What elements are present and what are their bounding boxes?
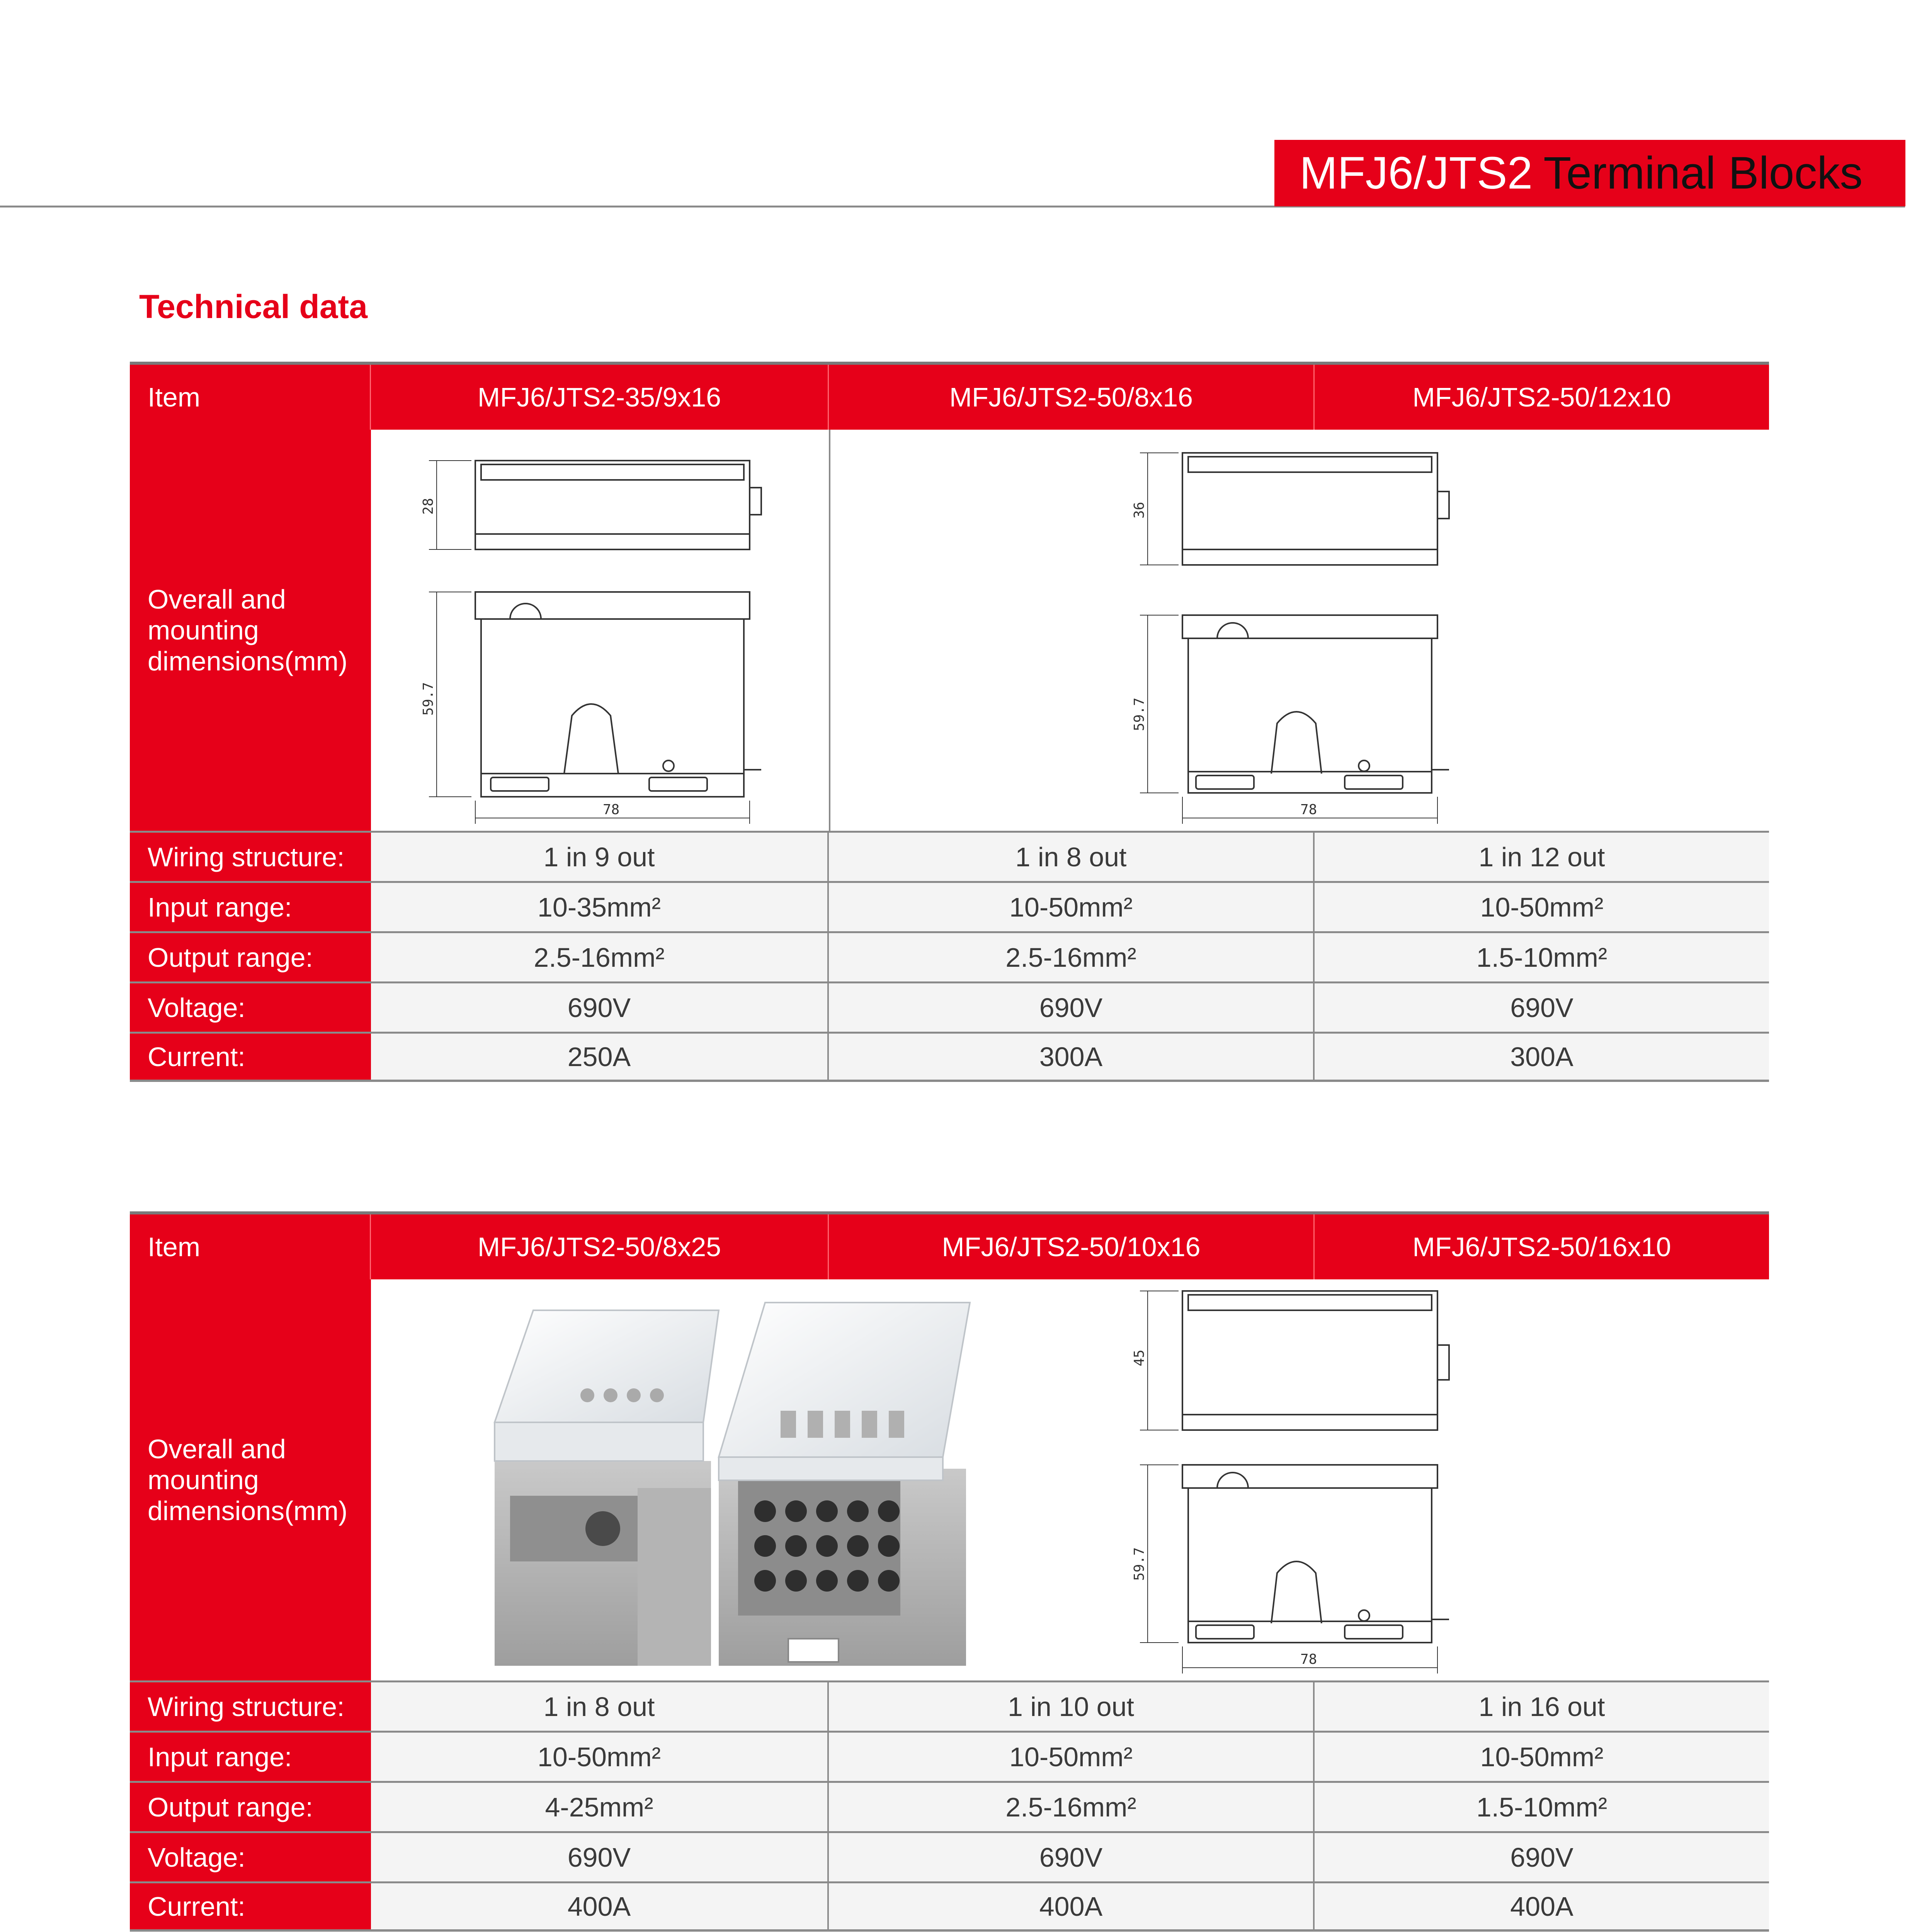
table-cell: 1.5-10mm² [1315, 1783, 1769, 1831]
product-photo [487, 1295, 1005, 1673]
table-row [130, 1032, 1769, 1082]
dimension-drawings [371, 430, 1769, 831]
dim-height-front: 59.7 [1131, 1547, 1147, 1581]
table-cell: 10-50mm² [829, 1733, 1315, 1781]
header-cell-model: MFJ6/JTS2-35/9x16 [371, 365, 829, 430]
dim-width: 78 [1300, 1651, 1317, 1667]
row-label: Input range: [130, 1733, 371, 1781]
table-cell: 690V [829, 983, 1315, 1032]
dimension-drawing-b [1124, 437, 1472, 828]
header-cell-model: MFJ6/JTS2-50/12x10 [1412, 382, 1671, 412]
row-label: Output range: [130, 933, 371, 981]
row-label: Input range: [130, 883, 371, 931]
table-cell: 690V [371, 983, 829, 1032]
table-cell: 10-50mm² [829, 883, 1315, 931]
dim-height-front: 59.7 [1131, 697, 1147, 731]
header-cell-item: Item [130, 365, 371, 430]
table-cell: 400A [371, 1883, 829, 1929]
header-banner [1274, 140, 1905, 206]
header-title: Terminal Blocks [1543, 148, 1863, 199]
table-cell: 300A [1315, 1034, 1769, 1080]
table-cell: 4-25mm² [371, 1783, 829, 1831]
table-row [130, 1881, 1769, 1932]
table-cell: 250A [371, 1034, 829, 1080]
row-label: Voltage: [130, 1833, 371, 1881]
dimensions-label: Overall and mounting dimensions(mm) [130, 1279, 371, 1680]
table-cell: 690V [1315, 983, 1769, 1032]
dimensions-label: Overall and mounting dimensions(mm) [130, 430, 371, 831]
table-header-row [130, 362, 1769, 430]
dim-width: 78 [1300, 802, 1317, 818]
table-cell: 300A [829, 1034, 1315, 1080]
row-label: Current: [130, 1883, 371, 1929]
header-cell-model: MFJ6/JTS2-50/8x25 [371, 1214, 829, 1279]
table-cell: 690V [371, 1833, 829, 1881]
product-images [371, 1279, 1769, 1680]
table-cell: 10-50mm² [1315, 1733, 1769, 1781]
table-row [130, 1680, 1769, 1731]
table-row [130, 1781, 1769, 1831]
table-row [130, 881, 1769, 931]
header-cell-model: MFJ6/JTS2-50/10x16 [829, 1214, 1315, 1279]
table-cell: 1 in 8 out [371, 1682, 829, 1731]
table-cell: 2.5-16mm² [829, 933, 1315, 981]
row-label: Output range: [130, 1783, 371, 1831]
header-cell-model: MFJ6/JTS2-50/8x16 [829, 365, 1315, 430]
header-cell-model: MFJ6/JTS2-50/16x10 [1412, 1232, 1671, 1262]
table-cell: 1 in 8 out [829, 833, 1315, 881]
row-label: Current: [130, 1034, 371, 1080]
spec-table-2 [130, 1211, 1769, 1932]
table-cell: 2.5-16mm² [371, 933, 829, 981]
table-row [130, 981, 1769, 1032]
table-cell: 10-50mm² [371, 1733, 829, 1781]
table-cell: 1 in 10 out [829, 1682, 1315, 1731]
dimensions-row [130, 1279, 1769, 1680]
row-label: Wiring structure: [130, 1682, 371, 1731]
header-model: MFJ6/JTS2 [1300, 148, 1533, 199]
table-cell: 690V [1315, 1833, 1769, 1881]
dimension-drawing-a [417, 437, 765, 828]
row-label: Voltage: [130, 983, 371, 1032]
table-cell: 10-50mm² [1315, 883, 1769, 931]
row-label: Wiring structure: [130, 833, 371, 881]
table-cell: 1 in 16 out [1315, 1682, 1769, 1731]
dimensions-row [130, 430, 1769, 831]
dim-height-top: 45 [1131, 1349, 1147, 1366]
dim-width: 78 [603, 802, 620, 818]
dim-height-front: 59.7 [420, 682, 436, 716]
header-cell-item: Item [130, 1214, 371, 1279]
table-row [130, 931, 1769, 981]
spec-table-1 [130, 362, 1769, 1082]
dim-height-top: 28 [420, 498, 436, 515]
dim-height-top: 36 [1131, 502, 1147, 519]
table-row [130, 1831, 1769, 1881]
table-cell: 1 in 9 out [371, 833, 829, 881]
table-cell: 1.5-10mm² [1315, 933, 1769, 981]
table-cell: 400A [1315, 1883, 1769, 1929]
table-cell: 1 in 12 out [1315, 833, 1769, 881]
table-cell: 690V [829, 1833, 1315, 1881]
table-cell: 400A [829, 1883, 1315, 1929]
table-cell: 2.5-16mm² [829, 1783, 1315, 1831]
table-row [130, 831, 1769, 881]
table-cell: 10-35mm² [371, 883, 829, 931]
column-divider [829, 430, 830, 831]
table-header-row [130, 1211, 1769, 1279]
section-title: Technical data [139, 288, 368, 325]
dimension-drawing-c [1124, 1283, 1472, 1677]
table-row [130, 1731, 1769, 1781]
